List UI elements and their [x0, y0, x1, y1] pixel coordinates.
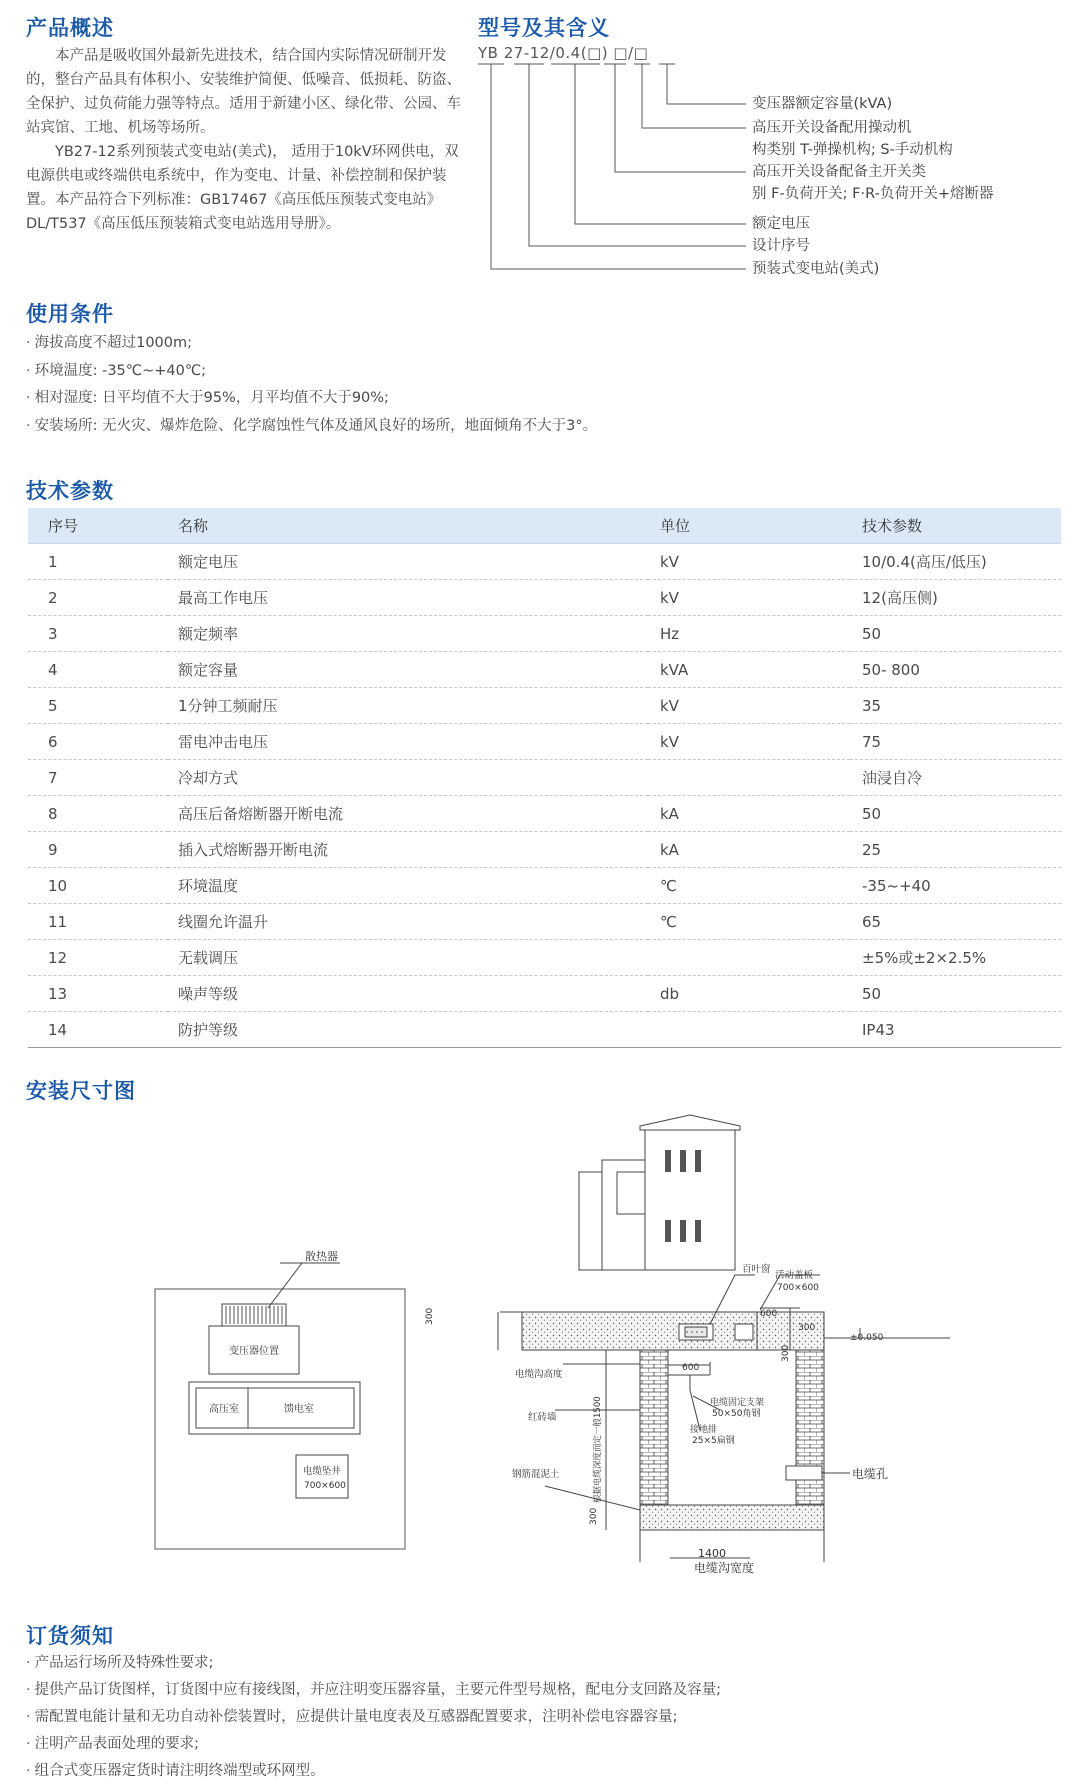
- tech-table: [28, 508, 1061, 1048]
- tech-title: 技术参数: [26, 479, 114, 503]
- table-row: [28, 868, 1061, 904]
- label-transformer: 变压器位置: [229, 1346, 279, 1357]
- overview-text: [26, 44, 466, 236]
- cell-unit: [648, 940, 850, 976]
- cell-name: 额定频率: [168, 616, 648, 652]
- cell-value: 50: [850, 796, 1061, 832]
- cell-name: 雷电冲击电压: [168, 724, 648, 760]
- label-cover: 活动盖板: [775, 1270, 814, 1281]
- cell-unit: kV: [648, 580, 850, 616]
- label-600a: 600: [760, 1309, 778, 1319]
- label-elevation: ±0.050: [850, 1333, 884, 1343]
- cell-name: 线圈允许温升: [168, 904, 648, 940]
- model-code: YB 27-12/0.4(□) □/□: [478, 44, 649, 62]
- label-radiator: 散热器: [305, 1250, 338, 1263]
- cell-unit: kV: [648, 724, 850, 760]
- install-drawing: [0, 1100, 1084, 1580]
- cell-value: ±5%或±2×2.5%: [850, 940, 1061, 976]
- cell-name: 额定容量: [168, 652, 648, 688]
- cell-value: 12(高压侧): [850, 580, 1061, 616]
- table-row: [28, 796, 1061, 832]
- cell-name: 1分钟工频耐压: [168, 688, 648, 724]
- cell-value: 50: [850, 976, 1061, 1012]
- label-cable-well: 电缆坠井: [303, 1466, 342, 1477]
- overview-paragraph-2: YB27-12系列预装式变电站(美式)， 适用于10kV环网供电，双电源供电或终端供电系统中，作为变电、计量、补偿控制和保护装置。本产品符合下列标准：GB17467《高压低压预装式变电站》DL/T537《高压低压预装箱式变电站选用导册》。: [26, 144, 459, 232]
- label-bracket: 电缆固定支架: [710, 1398, 765, 1408]
- overview-title: 产品概述: [26, 16, 114, 40]
- header-value: 技术参数: [850, 508, 1061, 544]
- order-item: · 需配置电能计量和无功自动补偿装置时，应提供计量电度表及互感器配置要求，注明补偿电容器容量;: [26, 1704, 1056, 1731]
- plan-view: [155, 1249, 435, 1549]
- label-width-value: 1400: [698, 1547, 726, 1560]
- tech-table-body: [28, 544, 1061, 1048]
- cell-value: 50: [850, 616, 1061, 652]
- cell-value: 75: [850, 724, 1061, 760]
- cell-no: 4: [28, 652, 168, 688]
- cell-value: 10/0.4(高压/低压): [850, 544, 1061, 580]
- cell-no: 10: [28, 868, 168, 904]
- cell-unit: [648, 760, 850, 796]
- order-item: · 提供产品订货图样，订货图中应有接线图，并应注明变压器容量，主要元件型号规格，配电分支回路及容量;: [26, 1677, 1056, 1704]
- cell-name: 防护等级: [168, 1012, 648, 1048]
- cell-name: 插入式熔断器开断电流: [168, 832, 648, 868]
- cell-name: 高压后备熔断器开断电流: [168, 796, 648, 832]
- model-exp-voltage: 额定电压: [752, 216, 810, 232]
- label-cable-hole: 电缆孔: [852, 1467, 889, 1481]
- model-exp-switch-2: 别 F-负荷开关; F·R-负荷开关+熔断器: [752, 186, 994, 202]
- cell-value: 35: [850, 688, 1061, 724]
- conditions-item: · 安装场所: 无火灾、爆炸危险、化学腐蚀性气体及通风良好的场所，地面倾角不大于3°。: [26, 413, 1056, 441]
- cell-unit: Hz: [648, 616, 850, 652]
- header-name: 名称: [168, 508, 648, 544]
- table-row: [28, 544, 1061, 580]
- label-300b: 300: [781, 1344, 791, 1362]
- tech-header-row: [28, 508, 1061, 544]
- order-list: [26, 1650, 1056, 1785]
- section-view: [498, 1115, 950, 1575]
- conditions-item: · 相对湿度: 日平均值不大于95%，月平均值不大于90%;: [26, 385, 1056, 413]
- model-title: 型号及其含义: [478, 16, 610, 40]
- cell-no: 14: [28, 1012, 168, 1048]
- cell-name: 最高工作电压: [168, 580, 648, 616]
- model-exp-design-no: 设计序号: [752, 238, 810, 254]
- cell-no: 5: [28, 688, 168, 724]
- install-title: 安装尺寸图: [26, 1079, 136, 1103]
- cell-name: 冷却方式: [168, 760, 648, 796]
- label-plan-300: 300: [425, 1307, 435, 1325]
- cell-value: -35~+40: [850, 868, 1061, 904]
- label-ground-bar-spec: 25×5扁钢: [692, 1436, 735, 1446]
- cell-unit: kA: [648, 832, 850, 868]
- model-exp-mechanism-1: 高压开关设备配用操动机: [752, 120, 912, 136]
- cell-no: 2: [28, 580, 168, 616]
- label-cover-size: 700×600: [777, 1283, 819, 1293]
- overview-paragraph-1: 本产品是吸收国外最新先进技术，结合国内实际情况研制开发的，整台产品具有体积小、安装维护简便、低噪音、低损耗、防盗、全保护、过负荷能力强等特点。适用于新建小区、绿化带、公园、车站宾馆、工地、机场等场所。: [26, 48, 461, 136]
- model-exp-mechanism-2: 构类别 T-弹操机构; S-手动机构: [752, 142, 953, 158]
- cell-name: 无载调压: [168, 940, 648, 976]
- cell-unit: ℃: [648, 904, 850, 940]
- cell-no: 9: [28, 832, 168, 868]
- label-width-label: 电缆沟宽度: [694, 1561, 755, 1575]
- label-600b: 600: [682, 1363, 700, 1373]
- table-row: [28, 1012, 1061, 1048]
- table-row: [28, 580, 1061, 616]
- model-exp-capacity: 变压器额定容量(kVA): [752, 96, 893, 112]
- label-300a: 300: [798, 1323, 816, 1333]
- cell-value: IP43: [850, 1012, 1061, 1048]
- cell-no: 8: [28, 796, 168, 832]
- order-item: · 注明产品表面处理的要求;: [26, 1731, 1056, 1758]
- table-row: [28, 760, 1061, 796]
- model-exp-switch-1: 高压开关设备配备主开关类: [752, 164, 926, 180]
- label-depth-note: 根据电缆深度而定一般1500: [593, 1396, 603, 1503]
- table-row: [28, 652, 1061, 688]
- cell-no: 11: [28, 904, 168, 940]
- cell-no: 13: [28, 976, 168, 1012]
- cell-no: 1: [28, 544, 168, 580]
- order-title: 订货须知: [26, 1624, 114, 1648]
- cell-unit: kA: [648, 796, 850, 832]
- cell-unit: [648, 1012, 850, 1048]
- conditions-title: 使用条件: [26, 302, 114, 326]
- cell-value: 25: [850, 832, 1061, 868]
- conditions-item: · 海拔高度不超过1000m;: [26, 330, 1056, 358]
- label-brick-wall: 红砖墙: [528, 1412, 557, 1423]
- cell-unit: ℃: [648, 868, 850, 904]
- label-feed-room: 馈电室: [284, 1404, 314, 1415]
- label-concrete: 钢筋混泥土: [512, 1469, 560, 1480]
- header-no: 序号: [28, 508, 168, 544]
- cell-no: 7: [28, 760, 168, 796]
- order-item: · 产品运行场所及特殊性要求;: [26, 1650, 1056, 1677]
- model-exp-type: 预装式变电站(美式): [752, 261, 880, 277]
- cell-name: 环境温度: [168, 868, 648, 904]
- cell-unit: db: [648, 976, 850, 1012]
- label-bracket-spec: 50×50角钢: [712, 1409, 761, 1419]
- label-300c: 300: [589, 1507, 599, 1525]
- table-row: [28, 832, 1061, 868]
- table-row: [28, 724, 1061, 760]
- label-cable-well-size: 700×600: [304, 1481, 346, 1491]
- cell-value: 油浸自冷: [850, 760, 1061, 796]
- table-row: [28, 976, 1061, 1012]
- label-trench-height: 电缆沟高度: [515, 1369, 563, 1380]
- table-row: [28, 616, 1061, 652]
- order-item: · 组合式变压器定货时请注明终端型或环网型。: [26, 1758, 1056, 1785]
- cell-unit: kVA: [648, 652, 850, 688]
- cell-no: 6: [28, 724, 168, 760]
- cell-value: 50- 800: [850, 652, 1061, 688]
- cell-unit: kV: [648, 688, 850, 724]
- cell-name: 额定电压: [168, 544, 648, 580]
- model-diagram: [478, 44, 1078, 289]
- conditions-list: [26, 330, 1056, 440]
- table-row: [28, 688, 1061, 724]
- label-hv-room: 高压室: [209, 1404, 239, 1415]
- cell-unit: kV: [648, 544, 850, 580]
- conditions-item: · 环境温度: -35℃~+40℃;: [26, 358, 1056, 386]
- cell-name: 噪声等级: [168, 976, 648, 1012]
- table-row: [28, 904, 1061, 940]
- cell-value: 65: [850, 904, 1061, 940]
- cell-no: 12: [28, 940, 168, 976]
- label-ground-bar: 接地排: [690, 1425, 718, 1435]
- radiator-icon: [222, 1304, 286, 1326]
- cell-no: 3: [28, 616, 168, 652]
- table-row: [28, 940, 1061, 976]
- label-louver: 百叶窗: [742, 1264, 771, 1275]
- header-unit: 单位: [648, 508, 850, 544]
